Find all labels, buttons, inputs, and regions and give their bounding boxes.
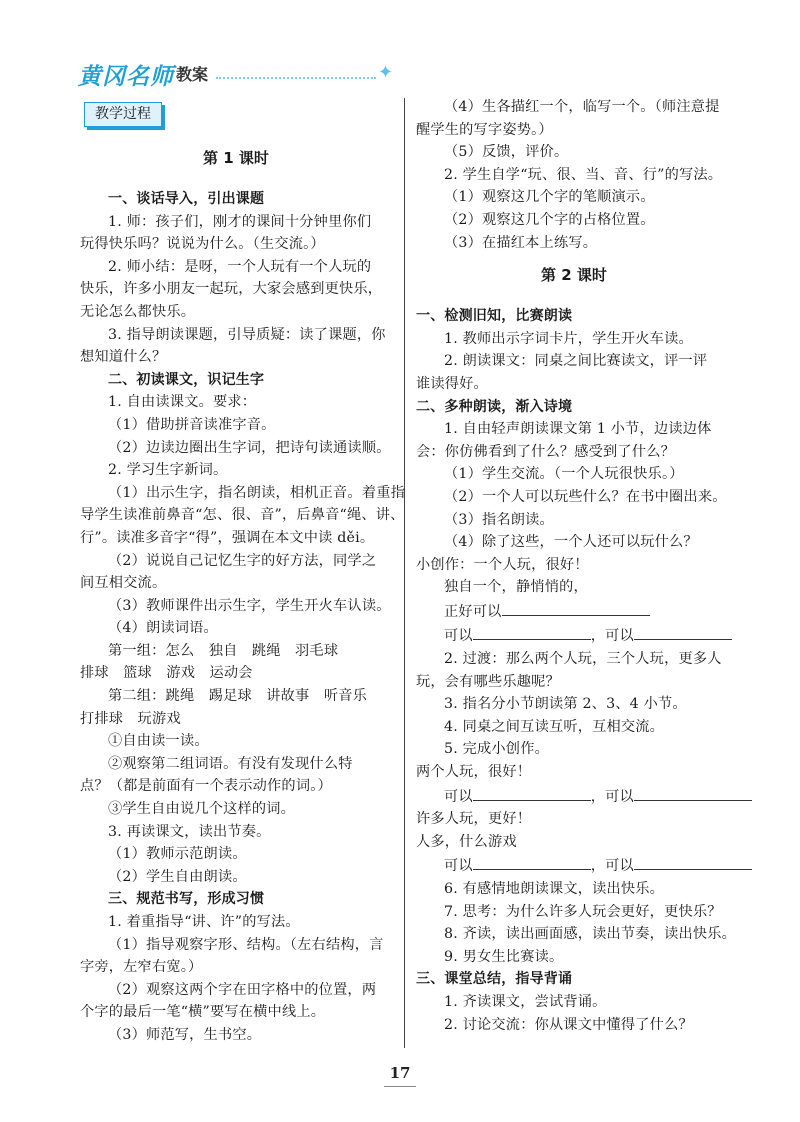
lesson-1-title: 第 1 课时 — [203, 149, 269, 167]
text-line: 1. 自由轻声朗读课文第 1 小节，边读边体 — [444, 421, 712, 438]
text-line: 谁读得好。 — [416, 375, 488, 392]
text-line: （3）师范写，生书空。 — [108, 1026, 262, 1043]
text-line: 小创作：一个人玩，很好！ — [416, 556, 589, 573]
text-line: 独自一个，静悄悄的， — [444, 579, 588, 596]
fill-in-line — [416, 784, 732, 809]
blank-field[interactable] — [473, 853, 591, 870]
blank-field[interactable] — [634, 853, 752, 870]
text-line: 7. 思考：为什么许多人玩会更好，更快乐？ — [444, 903, 722, 920]
text-line: （1）教师示范朗读。 — [108, 846, 247, 863]
text-line: 玩得快乐吗？说说为什么。（生交流。） — [80, 236, 325, 253]
text-line: 间互相交流。 — [80, 575, 167, 592]
text-line: 1. 教师出示字词卡片，学生开火车读。 — [444, 330, 693, 347]
text-line: 1. 着重指导“讲、许”的写法。 — [108, 914, 300, 930]
text-line: 会：你仿佛看到了什么？感受到了什么？ — [416, 443, 675, 460]
text-line: 1. 齐读课文，尝试背诵。 — [444, 993, 607, 1010]
text-line: 2. 讨论交流：你从课文中懂得了什么？ — [444, 1016, 693, 1033]
brand-logo-text: 黄冈名师 — [78, 64, 174, 90]
text-line: 3. 再读课文，读出节奏。 — [108, 823, 271, 840]
section-heading: 三、课堂总结，指导背诵 — [416, 971, 573, 988]
text-line: ①自由读一读。 — [108, 733, 209, 750]
fill-in-label: 可以 — [444, 628, 473, 645]
header-dotted-line — [216, 77, 376, 79]
text-line: （1）学生交流。（一个人玩很快乐。） — [444, 466, 684, 483]
fill-in-label: ，可以 — [590, 628, 634, 645]
text-line: （3）指名朗读。 — [444, 511, 554, 528]
text-line: 行”。读准多音字“得”，强调在本文中读 děi。 — [80, 529, 375, 546]
fill-in-label: ，可以 — [590, 858, 634, 875]
text-line: （2）学生自由朗读。 — [108, 868, 247, 885]
text-line: （4）朗读词语。 — [108, 620, 218, 637]
lesson-2-title: 第 2 课时 — [541, 266, 607, 285]
sparkle-icon: ✦ — [378, 62, 394, 83]
text-line: （3）在描红本上练写。 — [444, 234, 598, 251]
text-line: 快乐，许多小朋友一起玩，大家会感到更快乐， — [80, 281, 383, 298]
text-line: 1. 师：孩子们，刚才的课间十分钟里你们 — [108, 213, 372, 230]
text-line: 2. 学生自学“玩、很、当、音、行”的写法。 — [444, 166, 723, 183]
text-line: ②观察第二组词语。有没有发现什么特 — [108, 755, 353, 772]
fill-in-label: 正好可以 — [444, 603, 502, 620]
text-line: 点？（都是前面有一个表示动作的词。） — [80, 778, 332, 795]
text-line: 两个人玩，很好！ — [416, 764, 532, 781]
section-tag: 教学过程 — [84, 102, 162, 127]
text-line: 1. 自由读课文。要求： — [108, 394, 257, 411]
text-line: （4）除了这些，一个人还可以玩什么？ — [444, 534, 698, 551]
blank-field[interactable] — [634, 623, 732, 640]
text-line: ③学生自由说几个这样的词。 — [108, 801, 296, 818]
fill-in-label: 可以 — [444, 788, 473, 805]
text-line: 8. 齐读，读出画面感，读出节奏，读出快乐。 — [444, 926, 737, 943]
text-line: 个字的最后一笔“横”要写在横中线上。 — [80, 1004, 326, 1021]
page-number-underline — [384, 1086, 416, 1087]
text-line: 许多人玩，更好！ — [416, 811, 532, 828]
section-heading: 三、规范书写，形成习惯 — [108, 891, 265, 908]
text-line: 5. 完成小创作。 — [444, 741, 549, 758]
fill-in-label: 可以 — [444, 858, 473, 875]
fill-in-line — [416, 623, 732, 648]
text-line: 4. 同桌之间互读互听，互相交流。 — [444, 718, 665, 735]
word-list-line: 打排球 玩游戏 — [80, 710, 181, 727]
section-heading: 二、多种朗读，渐入诗境 — [416, 398, 573, 415]
text-line: 3. 指导朗读课题，引导质疑：读了课题，你 — [108, 326, 386, 343]
blank-field[interactable] — [473, 623, 591, 640]
fill-in-label: ，可以 — [590, 788, 634, 805]
text-line: 2. 师小结：是呀，一个人玩有一个人玩的 — [108, 258, 372, 275]
text-line: （1）指导观察字形、结构。（左右结构，言 — [108, 936, 384, 953]
text-line: （2）一个人可以玩些什么？在书中圈出来。 — [444, 488, 727, 505]
section-heading: 二、初读课文，识记生字 — [108, 371, 265, 388]
text-line: 人多，什么游戏 — [416, 833, 517, 850]
text-line: 2. 朗读课文：同桌之间比赛读文，评一评 — [444, 353, 708, 370]
text-line: （5）反馈，评价。 — [444, 144, 569, 161]
text-line: 想知道什么？ — [80, 349, 167, 366]
text-line: （4）生各描红一个，临写一个。（师注意提 — [444, 99, 720, 115]
text-line: 3. 指名分小节朗读第 2、3、4 小节。 — [444, 696, 687, 713]
text-line: 6. 有感情地朗读课文，读出快乐。 — [444, 881, 665, 897]
column-divider — [404, 98, 405, 1048]
text-line: 玩，会有哪些乐趣呢？ — [416, 673, 560, 690]
page-number: 17 — [389, 1064, 411, 1082]
text-line: 9. 男女生比赛读。 — [444, 948, 564, 965]
text-line: （1）出示生字，指名朗读，相机正音。着重指 — [108, 484, 405, 501]
fill-in-line — [416, 599, 732, 624]
text-line: （2）边读边圈出生字词，把诗句读通读顺。 — [108, 439, 391, 456]
text-line: （3）教师课件出示生字，学生开火车认读。 — [108, 597, 391, 614]
blank-field[interactable] — [634, 784, 752, 801]
text-line: 醒学生的写字姿势。） — [416, 121, 553, 138]
text-line: （2）观察这几个字的占格位置。 — [444, 211, 655, 228]
text-line: 无论怎么都快乐。 — [80, 303, 196, 320]
right-column — [416, 96, 737, 1036]
text-line: 2. 过渡：那么两个人玩，三个人玩，更多人 — [444, 651, 722, 668]
fill-in-line — [416, 853, 732, 878]
text-line: （1）观察这几个字的笔顺演示。 — [444, 189, 655, 206]
text-line: （1）借助拼音读准字音。 — [108, 416, 276, 433]
brand-subtitle: 教案 — [176, 65, 209, 84]
text-line: 2. 学习生字新词。 — [108, 462, 228, 479]
word-list-line: 第二组：跳绳 踢足球 讲故事 听音乐 — [108, 688, 367, 705]
section-heading: 一、谈话导入，引出课题 — [108, 191, 265, 207]
left-column — [80, 96, 405, 1047]
text-line: （2）观察这两个字在田字格中的位置，两 — [108, 981, 377, 998]
text-line: 导学生读准前鼻音“怎、很、音”，后鼻音“绳、讲、 — [80, 507, 405, 524]
blank-field[interactable] — [473, 784, 591, 801]
text-line: （2）说说自己记忆生字的好方法，同学之 — [108, 552, 377, 569]
section-heading: 一、检测旧知，比赛朗读 — [416, 308, 573, 325]
text-line: 字旁，左窄右宽。） — [80, 959, 203, 976]
word-list-line: 排球 篮球 游戏 运动会 — [80, 665, 253, 682]
word-list-line: 第一组：怎么 独自 跳绳 羽毛球 — [108, 642, 339, 659]
blank-field[interactable] — [502, 599, 650, 616]
